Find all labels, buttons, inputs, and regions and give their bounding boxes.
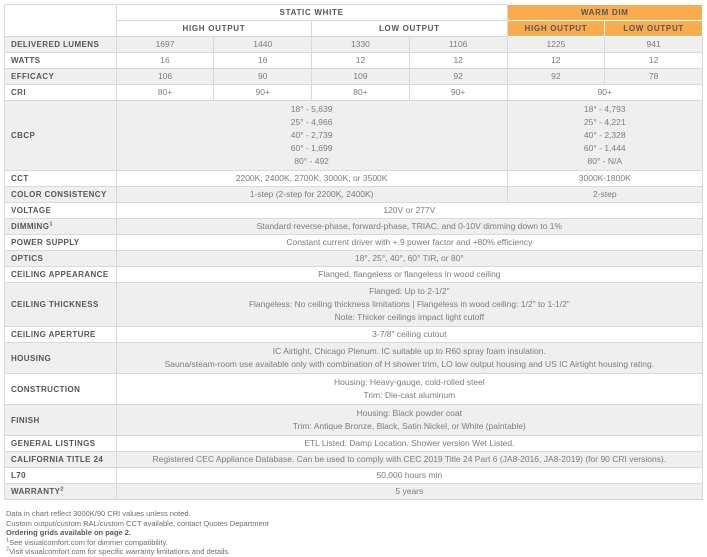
spec-value: 109 (312, 69, 410, 85)
spec-value-line: Trim: Antique Bronze, Black, Satin Nickel, or White (paintable) (292, 421, 526, 431)
spec-row-cct (5, 171, 703, 187)
spec-value-line: 40° - 2,739 (290, 130, 333, 140)
spec-value-line: 40° - 2,328 (583, 130, 626, 140)
spec-value: 92 (507, 69, 605, 85)
spec-value-line: Housing: Black powder coat (356, 408, 463, 418)
spec-row-dimming (5, 219, 703, 235)
spec-value: 3000K-1800K (507, 171, 702, 187)
row-label: CEILING APERTURE (5, 327, 117, 343)
spec-value: 120V or 277V (116, 203, 702, 219)
spec-value: 12 (312, 53, 410, 69)
spec-value: Constant current driver with +.9 power factor and +80% efficiency (116, 235, 702, 251)
footnote-4: $^1$See visualcomfort.com for dimmer compatibility. (6, 537, 168, 547)
spec-value: 1106 (409, 37, 507, 53)
spec-row-watts (5, 53, 703, 69)
column-header-1-low-output: LOW OUTPUT (312, 21, 507, 37)
spec-value: 106 (116, 69, 214, 85)
footnote-5: $^2$Visit visualcomfort.com for specific warranty limitations and details. (6, 546, 231, 556)
row-label: POWER SUPPLY (5, 235, 117, 251)
spec-value: 12 (605, 53, 703, 69)
row-label: EFFICACY (5, 69, 117, 85)
spec-value: 92 (409, 69, 507, 85)
column-header-3-low-output: LOW OUTPUT (605, 21, 703, 37)
spec-row-california-title-24 (5, 452, 703, 468)
row-label: L70 (5, 468, 117, 484)
footnotes (6, 509, 703, 557)
row-label: HOUSING (5, 343, 117, 374)
spec-row-optics (5, 251, 703, 267)
spec-value: Standard reverse-phase, forward-phase, TRIAC, and 0-10V dimming down to 1% (116, 219, 702, 235)
spec-row-color-consistency (5, 187, 703, 203)
row-label: CCT (5, 171, 117, 187)
spec-value: 2200K, 2400K, 2700K, 3000K, or 3500K (116, 171, 507, 187)
spec-value: Registered CEC Appliance Database. Can be used to comply with CEC 2019 Title 24 Part 6 (JA8-2016, JA8-2019) (for 90 CRI versions). (116, 452, 702, 468)
spec-value-line: 60° - 1,444 (583, 143, 626, 153)
row-label: DELIVERED LUMENS (5, 37, 117, 53)
spec-row-construction (5, 374, 703, 405)
row-label: DIMMING$^1$ (5, 219, 117, 235)
spec-value-line: 80° - 492 (294, 156, 329, 166)
spec-value (507, 101, 702, 171)
spec-row-general-listings (5, 436, 703, 452)
spec-value: 1-step (2-step for 2200K, 2400K) (116, 187, 507, 203)
spec-value: Flanged, flangeless or flangeless in wood ceiling (116, 267, 702, 283)
spec-row-cri (5, 85, 703, 101)
column-group-header-static-white: STATIC WHITE (116, 5, 507, 21)
spec-value-line: Trim: Die-cast aluminum (363, 390, 456, 400)
column-group-header-warm-dim: WARM DIM (507, 5, 702, 21)
spec-value: 12 (409, 53, 507, 69)
spec-value: 78 (605, 69, 703, 85)
spec-row-warranty (5, 484, 703, 500)
spec-value-line: Flanged: Up to 2-1/2" (369, 286, 450, 296)
column-header-0-high-output: HIGH OUTPUT (116, 21, 311, 37)
spec-value-line: Flangeless: No ceiling thickness limitations | Flangeless in wood ceiling: 1/2" to 1-1/2" (248, 299, 570, 309)
row-label: CALIFORNIA TITLE 24 (5, 452, 117, 468)
spec-row-power-supply (5, 235, 703, 251)
spec-value: 80+ (116, 85, 214, 101)
spec-value: 90+ (409, 85, 507, 101)
spec-value: 16 (116, 53, 214, 69)
row-label: WARRANTY$^2$ (5, 484, 117, 500)
spec-row-ceiling-aperture (5, 327, 703, 343)
spec-value (116, 405, 702, 436)
spec-value-line: 25° - 4,221 (583, 117, 626, 127)
spec-value (116, 101, 507, 171)
spec-value: 1697 (116, 37, 214, 53)
spec-value: 3-7/8" ceiling cutout (116, 327, 702, 343)
row-label: CRI (5, 85, 117, 101)
table-header (5, 5, 703, 37)
row-label: CONSTRUCTION (5, 374, 117, 405)
spec-value (116, 283, 702, 327)
footnote-2: Custom output/custom RAL/custom CCT available, contact Quotes Department (6, 518, 269, 528)
spec-value-line: 18° - 4,793 (583, 104, 626, 114)
spec-value: ETL Listed. Damp Location. Shower version Wet Listed. (116, 436, 702, 452)
spec-value: 12 (507, 53, 605, 69)
spec-value-line: Note: Thicker ceilings impact light cutoff (334, 312, 485, 322)
spec-value-line: 60° - 1,699 (290, 143, 333, 153)
spec-value-line: 80° - N/A (587, 156, 623, 166)
corner-cell (5, 5, 117, 37)
spec-value: 1330 (312, 37, 410, 53)
spec-value: 90+ (214, 85, 312, 101)
footnote-3: Ordering grids available on page 2. (6, 528, 132, 537)
spec-value (116, 343, 702, 374)
spec-value-line: IC Airtight, Chicago Plenum. IC suitable up to R60 spray foam insulation. (272, 346, 546, 356)
row-label: COLOR CONSISTENCY (5, 187, 117, 203)
spec-value: 941 (605, 37, 703, 53)
spec-row-finish (5, 405, 703, 436)
specifications-table (4, 4, 703, 500)
spec-row-voltage (5, 203, 703, 219)
spec-value: 2-step (507, 187, 702, 203)
footnote-1: Data in chart reflect 3000K/90 CRI values unless noted. (6, 509, 191, 518)
spec-row-ceiling-thickness (5, 283, 703, 327)
footnote-marker: 2 (6, 546, 10, 553)
spec-value: 50,000 hours min (116, 468, 702, 484)
row-label: GENERAL LISTINGS (5, 436, 117, 452)
spec-value: 1440 (214, 37, 312, 53)
row-label: CEILING APPEARANCE (5, 267, 117, 283)
row-label: OPTICS (5, 251, 117, 267)
spec-row-housing (5, 343, 703, 374)
row-label: CEILING THICKNESS (5, 283, 117, 327)
spec-row-delivered-lumens (5, 37, 703, 53)
spec-value (116, 374, 702, 405)
spec-value: 90+ (507, 85, 702, 101)
spec-value: 16 (214, 53, 312, 69)
table-body (5, 37, 703, 500)
spec-row-ceiling-appearance (5, 267, 703, 283)
spec-row-efficacy (5, 69, 703, 85)
row-label: FINISH (5, 405, 117, 436)
spec-value-line: Sauna/steam-room use available only with combination of H shower trim, LO low output housing and US IC Airtight housing rating. (164, 359, 655, 369)
row-label: VOLTAGE (5, 203, 117, 219)
spec-value: 90 (214, 69, 312, 85)
spec-value-line: Housing: Heavy-gauge, cold-rolled steel (333, 377, 485, 387)
row-label: WATTS (5, 53, 117, 69)
row-label: CBCP (5, 101, 117, 171)
spec-row-cbcp (5, 101, 703, 171)
spec-row-l70 (5, 468, 703, 484)
spec-value: 18°, 25°, 40°, 60° TIR, or 80° (116, 251, 702, 267)
footnote-marker: 1 (49, 221, 53, 228)
spec-value-line: 25° - 4,966 (290, 117, 333, 127)
footnote-marker: 2 (60, 486, 64, 493)
footnote-marker: 1 (6, 537, 10, 543)
column-header-2-high-output: HIGH OUTPUT (507, 21, 605, 37)
spec-value-line: 18° - 5,639 (290, 104, 333, 114)
spec-value: 5 years (116, 484, 702, 500)
spec-value: 1225 (507, 37, 605, 53)
spec-value: 80+ (312, 85, 410, 101)
